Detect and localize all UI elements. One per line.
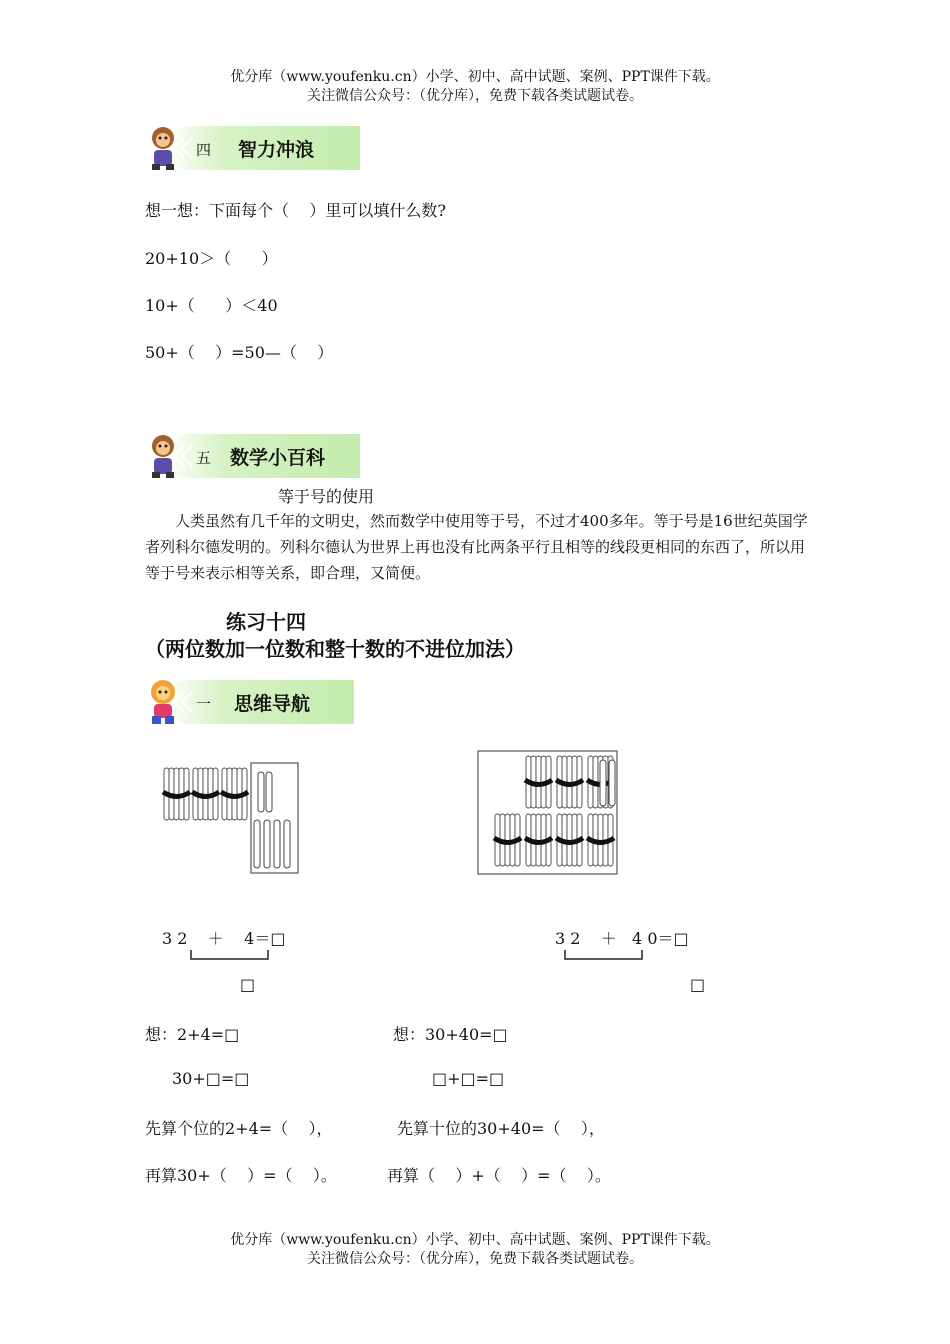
think2-right: □+□=□ — [432, 1069, 505, 1088]
section-number: 四 — [196, 141, 212, 159]
sticks-illustration-left — [160, 762, 302, 876]
question-item-3: 50+（ ）=50—（ ） — [145, 343, 334, 362]
article-paragraph: 人类虽然有几千年的文明史，然而数学中使用等于号，不过才400多年。等于号是16世纪英国学者列科尔德发明的。列科尔德认为世界上再也没有比两条平行且相等的线段更相同的东西了，所以用等于号来表示相等关系，即合理，又简便。 — [145, 512, 808, 582]
stick-bundle — [221, 768, 248, 820]
result-box-right: □ — [690, 975, 706, 994]
result-box-left: □ — [240, 975, 256, 994]
stick-single-added — [264, 820, 270, 868]
stick-single-added — [254, 820, 260, 868]
step2-right: 再算（ ）+（ ）=（ ）。 — [387, 1166, 611, 1185]
stick-bundle — [525, 756, 552, 808]
think2-left: 30+□=□ — [172, 1069, 250, 1088]
question-text: 想一想：下面每个（ ）里可以填什么数? — [145, 201, 446, 220]
article-subtitle: 等于号的使用 — [278, 487, 375, 506]
stick-single — [266, 772, 272, 812]
sticks-illustration-right — [477, 750, 619, 876]
chevron-decor-icon — [166, 442, 196, 470]
stick-single — [258, 772, 264, 812]
section-banner-5 — [144, 432, 360, 480]
stick-bundle — [192, 768, 219, 820]
section-banner-4 — [144, 124, 360, 172]
stick-bundle-added — [587, 814, 614, 866]
step1-left: 先算个位的2+4=（ ）， — [145, 1119, 333, 1138]
question-item-1: 20+10＞（ ） — [145, 249, 278, 268]
section-number: 一 — [196, 695, 212, 713]
step1-right: 先算十位的30+40=（ ）， — [397, 1119, 605, 1138]
site-footer-line-2: 关注微信公众号：（优分库），免费下载各类试题试卷。 — [307, 1251, 643, 1267]
stick-single-added — [274, 820, 280, 868]
section-title: 思维导航 — [234, 693, 311, 715]
site-header-line-1: 优分库（www.youfenku.cn）小学、初中、高中试题、案例、PPT课件下载。 — [230, 69, 720, 85]
site-header-line-2: 关注微信公众号：（优分库），免费下载各类试题试卷。 — [307, 88, 643, 104]
stick-single — [600, 760, 606, 806]
equation-right: 3 2 ＋ 4 0＝□ — [555, 929, 689, 948]
think-left: 想：2+4=□ — [145, 1025, 240, 1044]
stick-bundle-added — [494, 814, 521, 866]
decompose-bracket-left — [188, 948, 272, 962]
equation-left: 3 2 ＋ 4＝□ — [162, 929, 286, 948]
stick-single-added — [284, 820, 290, 868]
exercise-title: 练习十四 — [226, 610, 306, 634]
section-title: 数学小百科 — [230, 447, 326, 469]
step2-left: 再算30+（ ）=（ ）。 — [145, 1166, 337, 1185]
stick-bundle-added — [525, 814, 552, 866]
stick-bundle — [556, 756, 583, 808]
question-item-2: 10+（ ）＜40 — [145, 296, 278, 315]
section-title: 智力冲浪 — [238, 139, 315, 161]
section-number: 五 — [196, 449, 212, 467]
stick-single — [609, 760, 615, 806]
think-right: 想：30+40=□ — [393, 1025, 508, 1044]
stick-bundle — [163, 768, 190, 820]
decompose-bracket-right — [562, 948, 646, 962]
exercise-subtitle: （两位数加一位数和整十数的不进位加法） — [145, 637, 525, 661]
chevron-decor-icon — [166, 688, 196, 716]
section-banner-1 — [144, 678, 354, 726]
stick-bundle-added — [556, 814, 583, 866]
site-footer-line-1: 优分库（www.youfenku.cn）小学、初中、高中试题、案例、PPT课件下载。 — [230, 1232, 720, 1248]
chevron-decor-icon — [166, 134, 196, 162]
